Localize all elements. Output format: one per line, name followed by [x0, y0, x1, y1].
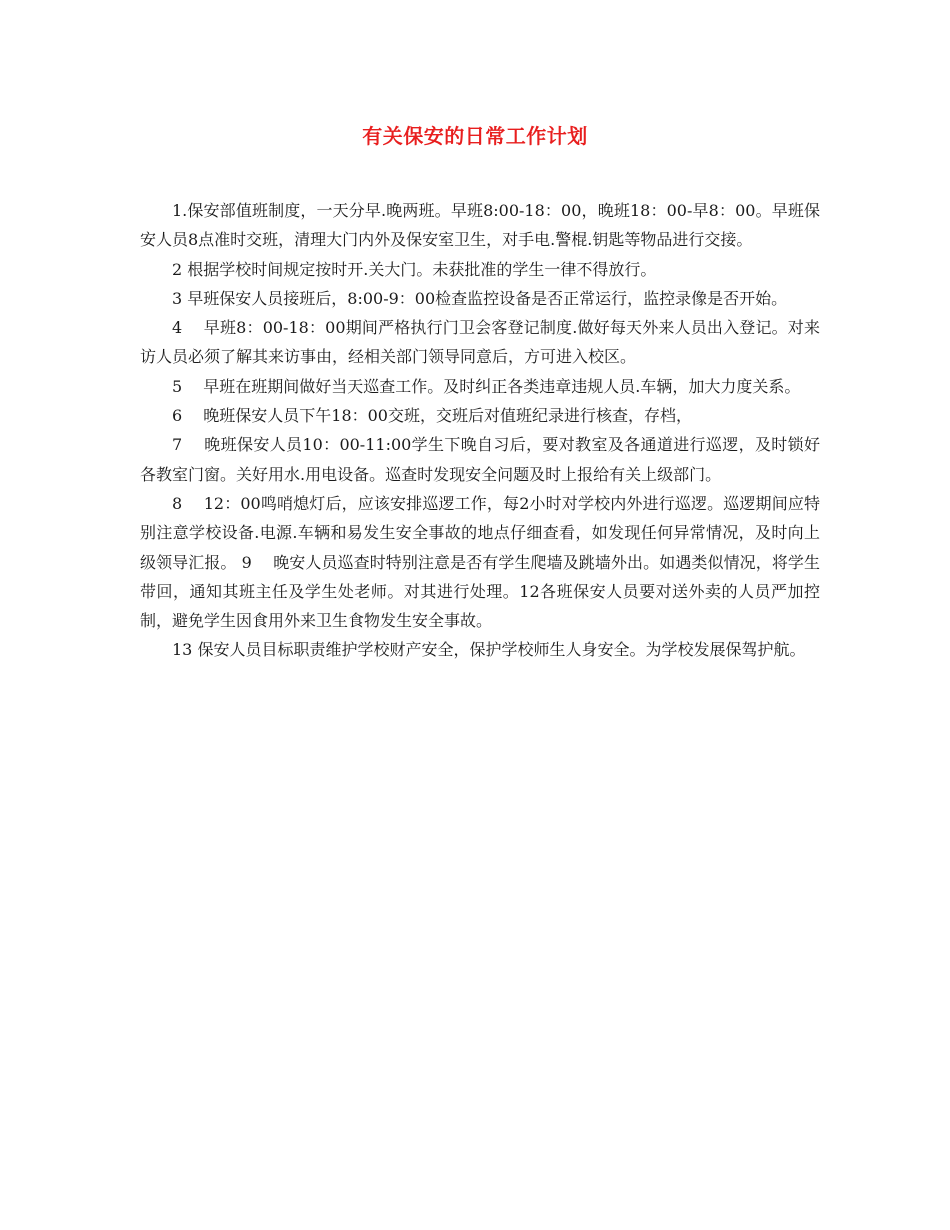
paragraph-1: 1.保安部值班制度，一天分早.晚两班。早班8:00-18：00，晚班18：00-早8：00。早班保安人员8点准时交班，清理大门内外及保安室卫生，对手电.警棍.钥匙等物品进行交接。 — [140, 201, 820, 250]
document-title: 有关保安的日常工作计划 — [362, 124, 588, 148]
paragraph-6: 6 晚班保安人员下午18：00交班，交班后对值班纪录进行核查，存档， — [172, 406, 692, 426]
paragraph-3: 3 早班保安人员接班后，8:00-9：00检查监控设备是否正常运行，监控录像是否开始。 — [172, 288, 788, 308]
paragraph-4: 4 早班8：00-18：00期间严格执行门卫会客登记制度.做好每天外来人员出入登记。对来访人员必须了解其来访事由，经相关部门领导同意后，方可进入校区。 — [140, 318, 820, 367]
paragraph-8: 8 12：00鸣哨熄灯后，应该安排巡逻工作，每2小时对学校内外进行巡逻。巡逻期间应特别注意学校设备.电源.车辆和易发生安全事故的地点仔细查看，如发现任何异常情况，及时向上级领导汇报。 9 晚安人员巡查时特别注意是否有学生爬墙及跳墙外出。如遇类似情况，将学生带回，通知其班主任及学生处老师。对其进行处理。12各班保安人员要对送外卖的人员严加控制，避免学生因食用外来卫生食物发生安全事故。 — [140, 493, 820, 631]
document-body — [140, 196, 820, 665]
paragraph-2: 2 根据学校时间规定按时开.关大门。未获批准的学生一律不得放行。 — [172, 259, 657, 279]
paragraph-7: 7 晚班保安人员10：00-11:00学生下晚自习后，要对教室及各通道进行巡逻，及时锁好各教室门窗。关好用水.用电设备。巡查时发现安全问题及时上报给有关上级部门。 — [140, 435, 820, 484]
paragraph-9: 13 保安人员目标职责维护学校财产安全，保护学校师生人身安全。为学校发展保驾护航。 — [172, 640, 806, 660]
paragraph-5: 5 早班在班期间做好当天巡查工作。及时纠正各类违章违规人员.车辆，加大力度关系。 — [172, 376, 801, 396]
